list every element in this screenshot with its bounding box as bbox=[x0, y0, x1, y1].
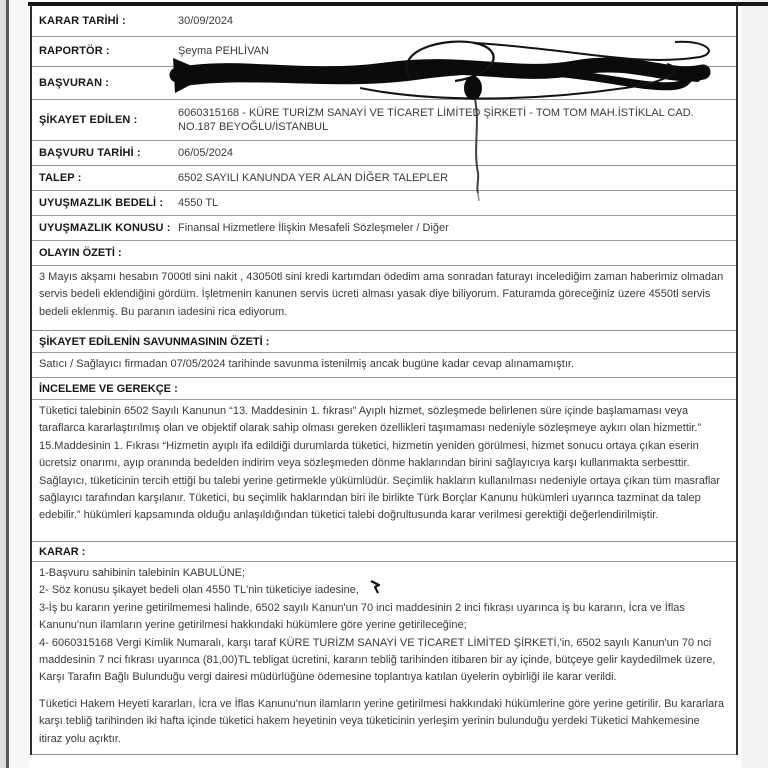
section-heading-karar: KARAR : bbox=[32, 542, 736, 562]
field-value: Finansal Hizmetlere İlişkin Mesafeli Sözleşmeler / Diğer bbox=[178, 221, 449, 234]
karar-item-4: 4- 6060315168 Vergi Kimlik Numaralı, karşı taraf KÜRE TURİZM SANAYİ VE TİCARET LİMİTED ŞİRKETİ,'in, 6502 sayılı Kanun'un 70 nci maddesinin 7 nci fıkrası uyarınca (81,00)TL tebligat ücretini, kararın tebliğ tarihinden itibaren bir ay içinde, bütçeye gelir kaydedilmek üzere, Karşı Tarafın Bağlı Bulunduğu vergi dairesi müdürlüğüne ödemesine toplantıya katılan üyelerin oybirliği ile karar verildi. bbox=[39, 636, 716, 684]
field-row-basvuru-tarihi bbox=[32, 141, 736, 166]
karar-item-2: 2- Söz konusu şikayet bedeli olan 4550 TL'nin tüketiciye iadesine, bbox=[39, 584, 359, 597]
section-body-olayin-ozeti: 3 Mayıs akşamı hesabın 7000tl sini nakit , 43050tl sini kredi kartımdan ödedim ama sonradan faturayı incelediğim zaman haberimiz olmadan servis bedeli eklendiğini gördüm. İşletmenin kanunen servis ücreti alması yasak diye biliyorum. Faturamda göreceğiniz üzere 4550tl servis bedeli eklenmiş. Bu paranın iadesini rica ediyorum. bbox=[32, 266, 736, 331]
field-row-uyusmazlik-bedeli bbox=[32, 191, 736, 216]
decision-document-table bbox=[30, 6, 738, 755]
field-value: 6060315168 - KÜRE TURİZM SANAYİ VE TİCARET LİMİTED ŞİRKETİ - TOM TOM MAH.İSTİKLAL CAD. NO.187 BEYOĞLU/İSTANBUL bbox=[178, 106, 694, 133]
field-row-raportor bbox=[32, 37, 736, 67]
field-label: UYUŞMAZLIK KONUSU : bbox=[39, 221, 171, 234]
field-label: UYUŞMAZLIK BEDELİ : bbox=[39, 196, 164, 209]
field-value: Şeyma PEHLİVAN bbox=[178, 45, 269, 58]
karar-item-3: 3-İş bu kararın yerine getirilmemesi halinde, 6502 sayılı Kanun'un 70 inci maddesinin 2 inci fıkrası uyarınca iş bu kararın, İcra ve İflas Kanunu'nun ilamların yerine getirilmesi hakkındaki hükümlere göre yerine getirileceğine; bbox=[39, 601, 685, 632]
section-heading-savunma-ozeti: ŞİKAYET EDİLENİN SAVUNMASININ ÖZETİ : bbox=[32, 331, 736, 353]
field-label: TALEP : bbox=[39, 171, 82, 184]
field-value: 30/09/2024 bbox=[178, 14, 234, 27]
field-row-talep bbox=[32, 166, 736, 191]
field-row-sikayet-edilen bbox=[32, 100, 736, 141]
ink-tick-mark bbox=[370, 580, 382, 594]
karar-item-1: 1-Başvuru sahibinin talebinin KABULÜNE; bbox=[39, 567, 246, 579]
section-body-karar bbox=[32, 562, 736, 755]
karar-closing-paragraph: Tüketici Hakem Heyeti kararları, İcra ve İflas Kanunu'nun ilamların yerine getirilmesi hakkındaki hükümlerine göre yerine getirilir. Bu kararlara karşı tebliğ tarihinden iki hafta içinde tüketici hakem heyetinin veya tüketicinin yerleşim yerinin bulunduğu yerdeki Tüketici Mahkemesine itiraz yolu açıktır. bbox=[39, 697, 725, 745]
field-row-karar-tarihi bbox=[32, 6, 736, 37]
field-value: 06/05/2024 bbox=[178, 146, 234, 159]
field-row-uyusmazlik-konusu bbox=[32, 216, 736, 241]
section-heading-olayin-ozeti: OLAYIN ÖZETİ : bbox=[32, 241, 736, 266]
scan-right-margin bbox=[741, 0, 768, 768]
section-body-inceleme-gerekce: Tüketici talebinin 6502 Sayılı Kanunun “13. Maddesinin 1. fıkrası” Ayıplı hizmet, sözleşmede belirlenen süre içinde başlamaması veya taraflarca kararlaştırılmış olan ve objektif olarak sahip olması gereken özellikleri taşımaması nedeniyle sözleşmeye aykırı olan hizmettir.” 15.Maddesinin 1. Fıkrası “Hizmetin ayıplı ifa edildiği durumlarda tüketici, hizmetin yeniden görülmesi, hizmet sonucu ortaya çıkan eserin ücretsiz onarımı, ayıp oranında bedelden indirim veya sözleşmeden dönme haklarından birini sağlayıcıya karşı kullanmakta serbesttir. Sağlayıcı, tüketicinin tercih ettiği bu talebi yerine getirmekle yükümlüdür. Seçimlik hakların kullanılması nedeniyle ortaya çıkan tüm masraflar sağlayıcı tarafından karşılanır. Tüketici, bu seçimlik haklarından biri ile birlikte Türk Borçlar Kanunu hükümleri uyarınca tazminat da talep edebilir.” hükümleri kapsamında olduğu anlaşıldığından tüketici talebi doğrultusunda karar verilmesi gerektiği değerlendirilmiştir. bbox=[32, 400, 736, 542]
field-label: BAŞVURAN : bbox=[39, 76, 110, 89]
field-label: KARAR TARİHİ : bbox=[39, 14, 126, 27]
field-label: RAPORTÖR : bbox=[39, 45, 110, 57]
field-value: 4550 TL bbox=[178, 196, 219, 209]
section-heading-inceleme-gerekce: İNCELEME VE GEREKÇE : bbox=[32, 378, 736, 400]
field-row-basvuran bbox=[32, 67, 736, 100]
field-value: 6502 SAYILI KANUNDA YER ALAN DİĞER TALEPLER bbox=[178, 171, 449, 184]
field-label: ŞİKAYET EDİLEN : bbox=[39, 113, 138, 126]
scan-left-margin bbox=[9, 0, 30, 768]
field-label: BAŞVURU TARİHİ : bbox=[39, 146, 141, 159]
section-body-savunma-ozeti: Satıcı / Sağlayıcı firmadan 07/05/2024 tarihinde savunma istenilmiş ancak bugüne kadar cevap alınamamıştır. bbox=[32, 353, 736, 378]
